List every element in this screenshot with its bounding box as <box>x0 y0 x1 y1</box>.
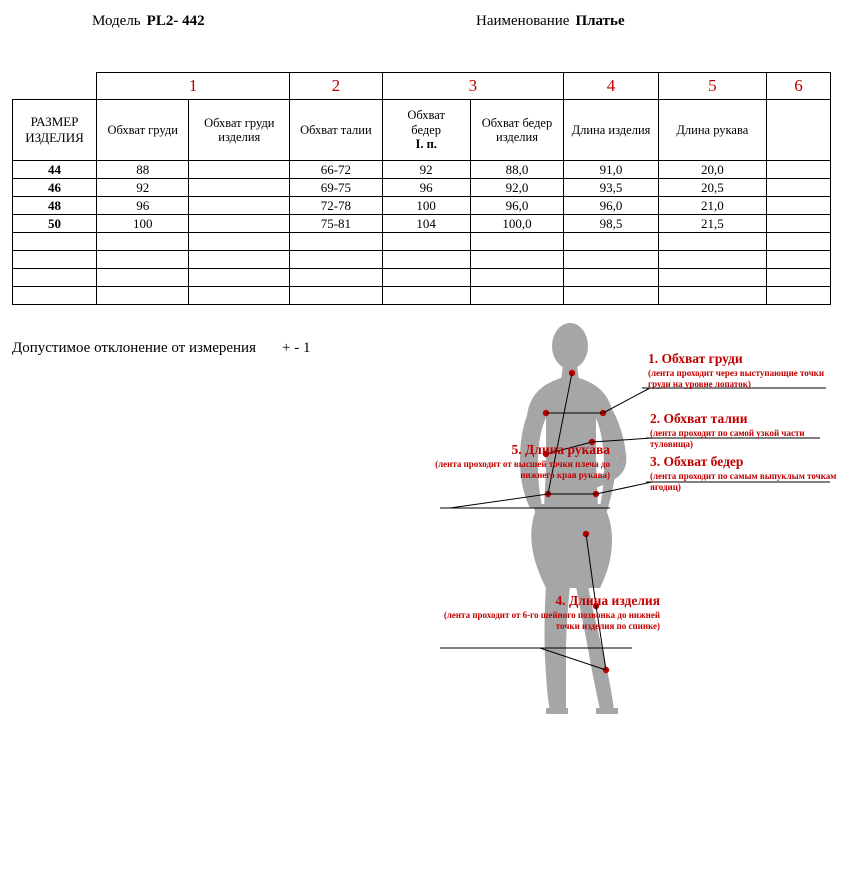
measurement-figure <box>420 318 843 738</box>
cell-bust-garment <box>189 161 290 179</box>
cell-extra <box>766 215 830 233</box>
callout-bust-sub: (лента проходит через выступающие точки груди на уровне лопаток) <box>648 368 825 389</box>
cell-bust: 100 <box>97 215 189 233</box>
cell-hips-garment: 88,0 <box>470 161 563 179</box>
cell-hips-garment: 96,0 <box>470 197 563 215</box>
cell-empty <box>97 233 189 251</box>
cell-empty <box>564 287 659 305</box>
column-number-1: 1 <box>97 73 290 100</box>
callout-length-sub: (лента проходит от 6-го шейного позвонка до нижней точки изделия по спинке) <box>443 610 660 631</box>
cell-empty <box>658 269 766 287</box>
callout-sleeve-title: 5. Длина рукава <box>511 442 610 457</box>
cell-empty <box>470 251 563 269</box>
cell-empty <box>470 269 563 287</box>
table-row <box>13 161 831 179</box>
cell-empty <box>766 269 830 287</box>
cell-bust-garment <box>189 179 290 197</box>
callout-sleeve-length <box>420 442 610 481</box>
model-label: Модель <box>92 13 141 29</box>
cell-empty <box>13 269 97 287</box>
table-row <box>13 179 831 197</box>
callout-hips-sub: (лента проходит по самым выпуклым точкам ягодиц) <box>650 471 837 492</box>
table-row <box>13 215 831 233</box>
cell-empty <box>382 287 470 305</box>
model-value: PL2- 442 <box>146 13 205 29</box>
header-bust: Обхват груди <box>97 100 189 161</box>
table-corner-cell <box>13 73 97 100</box>
cell-empty <box>13 251 97 269</box>
cell-bust-garment <box>189 215 290 233</box>
cell-empty <box>470 233 563 251</box>
size-specification-table <box>12 72 831 305</box>
cell-size: 50 <box>13 215 97 233</box>
cell-empty <box>290 251 382 269</box>
cell-size: 46 <box>13 179 97 197</box>
cell-empty <box>564 251 659 269</box>
cell-product-length: 98,5 <box>564 215 659 233</box>
header-hips-garment: Обхват бедер изделия <box>470 100 563 161</box>
cell-extra <box>766 161 830 179</box>
cell-empty <box>13 233 97 251</box>
header-size: РАЗМЕР ИЗДЕЛИЯ <box>13 100 97 161</box>
cell-hips-garment: 92,0 <box>470 179 563 197</box>
cell-empty <box>97 251 189 269</box>
cell-empty <box>658 233 766 251</box>
cell-hips-first: 92 <box>382 161 470 179</box>
table-row-empty <box>13 269 831 287</box>
cell-empty <box>13 287 97 305</box>
cell-sleeve-length: 21,0 <box>658 197 766 215</box>
cell-bust: 96 <box>97 197 189 215</box>
column-number-6: 6 <box>766 73 830 100</box>
cell-empty <box>658 251 766 269</box>
cell-sleeve-length: 21,5 <box>658 215 766 233</box>
header-extra <box>766 100 830 161</box>
table-row-empty <box>13 287 831 305</box>
cell-sleeve-length: 20,0 <box>658 161 766 179</box>
callout-bust <box>648 351 843 390</box>
callout-sleeve-sub: (лента проходит от высшей точки плеча до нижнего края рукава) <box>435 459 610 480</box>
cell-extra <box>766 179 830 197</box>
header-hips-first: Обхват бедер I. п. <box>382 100 470 161</box>
header-bust-garment: Обхват груди изделия <box>189 100 290 161</box>
cell-empty <box>658 287 766 305</box>
callout-bust-title: 1. Обхват груди <box>648 351 743 366</box>
product-name-label: Наименование <box>476 13 570 29</box>
table-row-empty <box>13 233 831 251</box>
callout-waist-title: 2. Обхват талии <box>650 411 748 426</box>
tolerance-label: Допустимое отклонение от измерения <box>12 340 256 356</box>
table-row <box>13 197 831 215</box>
header-sleeve-length: Длина рукава <box>658 100 766 161</box>
callout-hips-title: 3. Обхват бедер <box>650 454 744 469</box>
tolerance-note <box>12 340 310 357</box>
callout-waist-sub: (лента проходит по самой узкой части туловища) <box>650 428 805 449</box>
product-name-block <box>476 13 625 30</box>
header-product-length: Длина изделия <box>564 100 659 161</box>
cell-bust-garment <box>189 197 290 215</box>
cell-empty <box>564 269 659 287</box>
cell-hips-first: 100 <box>382 197 470 215</box>
cell-empty <box>189 269 290 287</box>
tolerance-value: + - 1 <box>281 340 311 356</box>
cell-empty <box>382 269 470 287</box>
cell-empty <box>290 233 382 251</box>
cell-empty <box>766 233 830 251</box>
cell-hips-garment: 100,0 <box>470 215 563 233</box>
column-number-4: 4 <box>564 73 659 100</box>
cell-hips-first: 104 <box>382 215 470 233</box>
callout-product-length <box>420 593 660 632</box>
callout-length-title: 4. Длина изделия <box>555 593 660 608</box>
cell-waist: 66-72 <box>290 161 382 179</box>
cell-empty <box>290 287 382 305</box>
cell-empty <box>189 251 290 269</box>
cell-empty <box>766 287 830 305</box>
document-header <box>0 13 843 37</box>
callout-waist <box>650 411 843 450</box>
cell-waist: 75-81 <box>290 215 382 233</box>
cell-empty <box>290 269 382 287</box>
column-number-5: 5 <box>658 73 766 100</box>
cell-product-length: 91,0 <box>564 161 659 179</box>
cell-size: 44 <box>13 161 97 179</box>
column-number-3: 3 <box>382 73 564 100</box>
cell-size: 48 <box>13 197 97 215</box>
cell-empty <box>564 233 659 251</box>
cell-waist: 69-75 <box>290 179 382 197</box>
header-waist: Обхват талии <box>290 100 382 161</box>
cell-empty <box>382 233 470 251</box>
cell-sleeve-length: 20,5 <box>658 179 766 197</box>
cell-empty <box>382 251 470 269</box>
cell-waist: 72-78 <box>290 197 382 215</box>
cell-empty <box>97 287 189 305</box>
female-silhouette-icon <box>520 323 626 714</box>
cell-bust: 92 <box>97 179 189 197</box>
cell-empty <box>189 233 290 251</box>
cell-product-length: 93,5 <box>564 179 659 197</box>
cell-hips-first: 96 <box>382 179 470 197</box>
cell-extra <box>766 197 830 215</box>
column-number-2: 2 <box>290 73 382 100</box>
cell-bust: 88 <box>97 161 189 179</box>
table-header-row <box>13 100 831 161</box>
table-column-number-row <box>13 73 831 100</box>
cell-empty <box>766 251 830 269</box>
cell-empty <box>470 287 563 305</box>
callout-hips <box>650 454 843 493</box>
product-name-value: Платье <box>575 13 625 29</box>
table-row-empty <box>13 251 831 269</box>
cell-empty <box>189 287 290 305</box>
cell-empty <box>97 269 189 287</box>
model-block <box>92 13 205 30</box>
cell-product-length: 96,0 <box>564 197 659 215</box>
